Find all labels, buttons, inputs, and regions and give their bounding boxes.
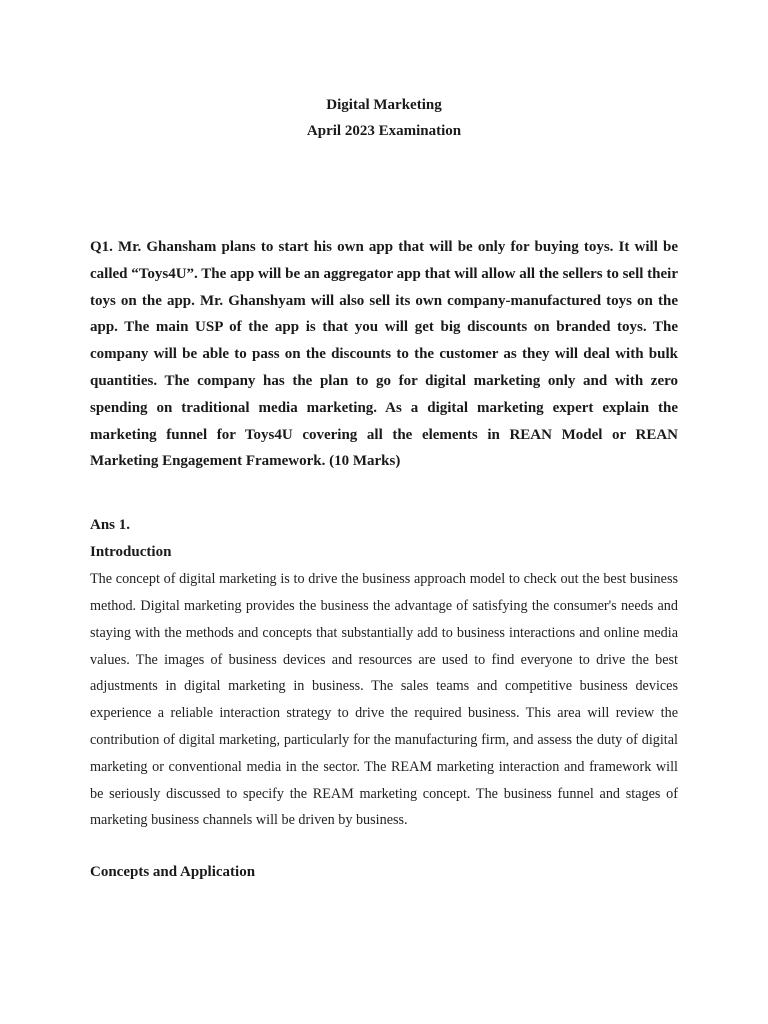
document-title: Digital Marketing bbox=[326, 97, 442, 113]
question-text: Q1. Mr. Ghansham plans to start his own app that will be only for buying toys. It will be called “Toys4U”. The app will be an aggregator app that will allow all the sellers to sell their toys on the app. Mr. Ghanshyam will also sell its own company-manufactured toys on the app. The main USP of the app is that you will get big discounts on branded toys. The company will be able to pass on the discounts to the customer as they will deal with bulk quantities. The company has the plan to go for digital marketing only and with zero spending on traditional media marketing. As a digital marketing expert explain the marketing funnel for Toys4U covering all the elements in REAN Model or REAN Marketing Engagement Framework. (10 Marks) bbox=[90, 239, 678, 470]
exam-date: April 2023 Examination bbox=[306, 123, 462, 139]
introduction-paragraph: The concept of digital marketing is to drive the business approach model to check out the best business method. Digital marketing provides the business the advantage of satisfying the consumer's needs and staying with the methods and concepts that substantially add to business interactions and online media values. The images of business devices and resources are used to find everyone to drive the best adjustments in digital marketing in business. The sales teams and competitive business devices experience a reliable interaction strategy to drive the required business. This area will review the contribution of digital marketing, particularly for the manufacturing firm, and assess the duty of digital marketing or conventional media in the sector. The REAM marketing interaction and framework will be seriously discussed to specify the REAM marketing concept. The business funnel and stages of marketing business channels will be driven by business. bbox=[90, 571, 678, 829]
concepts-heading: Concepts and Application bbox=[90, 864, 256, 881]
document-body bbox=[90, 234, 678, 886]
introduction-heading: Introduction bbox=[90, 544, 172, 561]
document-header bbox=[0, 92, 768, 144]
answer-label: Ans 1. bbox=[90, 517, 131, 534]
